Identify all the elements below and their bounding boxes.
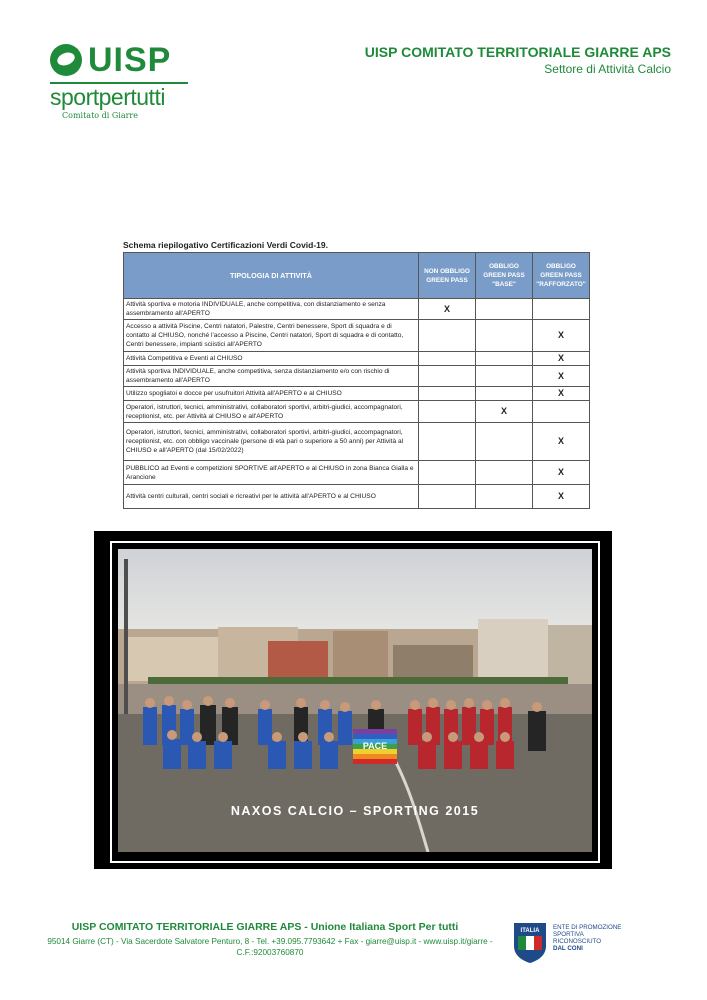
table-row: [124, 485, 590, 509]
mark-cell: [419, 461, 476, 485]
table-row: [124, 352, 590, 366]
activity-cell: Attività centri culturali, centri sociali e ricreativi per le attività all'APERTO e al CHIUSO: [124, 485, 419, 509]
mark-cell: [419, 320, 476, 352]
mark-cell: X: [533, 320, 590, 352]
table-row: [124, 299, 590, 320]
logo-subtitle: Comitato di Giarre: [62, 111, 138, 120]
activity-cell: Operatori, istruttori, tecnici, amministrativi, collaboratori sportivi, arbitri-giudici, accompagnatori, receptionist, etc. per Attività al CHIUSO e all'APERTO: [124, 401, 419, 423]
table-row: [124, 401, 590, 423]
header-base: OBBLIGO GREEN PASS "BASE": [476, 253, 533, 299]
coni-line: DAL CONI: [553, 945, 583, 952]
activity-cell: Attività Competitiva e Eventi al CHIUSO: [124, 352, 419, 366]
mark-cell: [419, 366, 476, 387]
green-pass-table: [123, 252, 590, 509]
mark-cell: X: [533, 366, 590, 387]
flag-label: PACE: [362, 741, 388, 751]
coni-badge-text: [553, 924, 621, 952]
mark-cell: [476, 299, 533, 320]
logo-tagline: sportpertutti: [50, 84, 165, 110]
mark-cell: [533, 299, 590, 320]
logo-brand: UISP: [88, 41, 172, 79]
table-row: [124, 423, 590, 461]
mark-cell: [476, 485, 533, 509]
mark-cell: X: [476, 401, 533, 423]
table-caption: Schema riepilogativo Certificazioni Verdi Covid-19.: [123, 240, 329, 250]
photo-caption: NAXOS CALCIO – SPORTING 2015: [230, 804, 480, 818]
activity-cell: Attività sportiva INDIVIDUALE, anche competitiva, senza distanziamento e/o con rischio di assembramento all'APERTO: [124, 366, 419, 387]
footer-title: UISP COMITATO TERRITORIALE GIARRE APS - Unione Italiana Sport Per tutti: [71, 921, 459, 933]
mark-cell: [476, 320, 533, 352]
table-row: [124, 387, 590, 401]
mark-cell: X: [419, 299, 476, 320]
mark-cell: [419, 485, 476, 509]
header-activity: TIPOLOGIA DI ATTIVITÀ: [124, 253, 419, 299]
activity-cell: Operatori, istruttori, tecnici, amministrativi, collaboratori sportivi, arbitri-giudici, accompagnatori, receptionist, etc. con obbligo vaccinale (persone di età pari o superiore a 50 anni) per Attività al CHIUSO e all'APERTO (dal 15/02/2022): [124, 423, 419, 461]
activity-cell: Utilizzo spogliatoi e docce per usufruitori Attività all'APERTO e al CHIUSO: [124, 387, 419, 401]
italia-shield-icon: [513, 922, 547, 964]
uisp-logo: [50, 40, 200, 125]
activity-cell: Attività sportiva e motoria INDIVIDUALE, anche competitiva, con distanziamento e senza assembramento all'APERTO: [124, 299, 419, 320]
mark-cell: X: [533, 485, 590, 509]
mark-cell: [419, 423, 476, 461]
mark-cell: X: [533, 352, 590, 366]
header-rafforzato: OBBLIGO GREEN PASS "RAFFORZATO": [533, 253, 590, 299]
activity-cell: PUBBLICO ad Eventi e competizioni SPORTIVE all'APERTO e al CHIUSO in zona Bianca Gialla e Arancione: [124, 461, 419, 485]
mark-cell: [419, 387, 476, 401]
mark-cell: [419, 352, 476, 366]
mark-cell: X: [533, 423, 590, 461]
football-icon: [50, 44, 82, 76]
mark-cell: [476, 366, 533, 387]
table-header-row: [124, 253, 590, 299]
header-title: UISP COMITATO TERRITORIALE GIARRE APS: [364, 44, 671, 60]
activity-cell: Accesso a attività Piscine, Centri natatori, Palestre, Centri benessere, Sport di squadra e di contatto al CHIUSO, nonché l'accesso a Piscine, Centri natatori, Sport di squadra e di contatto, Centri benessere, impianti sciistici all'APERTO: [124, 320, 419, 352]
coni-line: SPORTIVA: [553, 931, 584, 938]
mark-cell: [419, 401, 476, 423]
mark-cell: [476, 387, 533, 401]
mark-cell: [476, 423, 533, 461]
coni-line: RICONOSCIUTO: [553, 938, 602, 945]
mark-cell: [476, 352, 533, 366]
table-row: [124, 461, 590, 485]
footer-address: 95014 Giarre (CT) - Via Sacerdote Salvatore Penturo, 8 - Tel. +39.095.7793642 + Fax - giarre@uisp.it - www.uisp.it/giarre - C.F.:92003760870: [47, 937, 493, 957]
mark-cell: [533, 401, 590, 423]
mark-cell: [476, 461, 533, 485]
mark-cell: X: [533, 387, 590, 401]
coni-line: ENTE DI PROMOZIONE: [553, 924, 622, 931]
table-row: [124, 320, 590, 352]
table-row: [124, 366, 590, 387]
italia-word: ITALIA: [520, 928, 540, 934]
mark-cell: X: [533, 461, 590, 485]
header-no-obligation: NON OBBLIGO GREEN PASS: [419, 253, 476, 299]
peace-flag: [353, 729, 397, 764]
header-subtitle: Settore di Attività Calcio: [544, 62, 671, 76]
